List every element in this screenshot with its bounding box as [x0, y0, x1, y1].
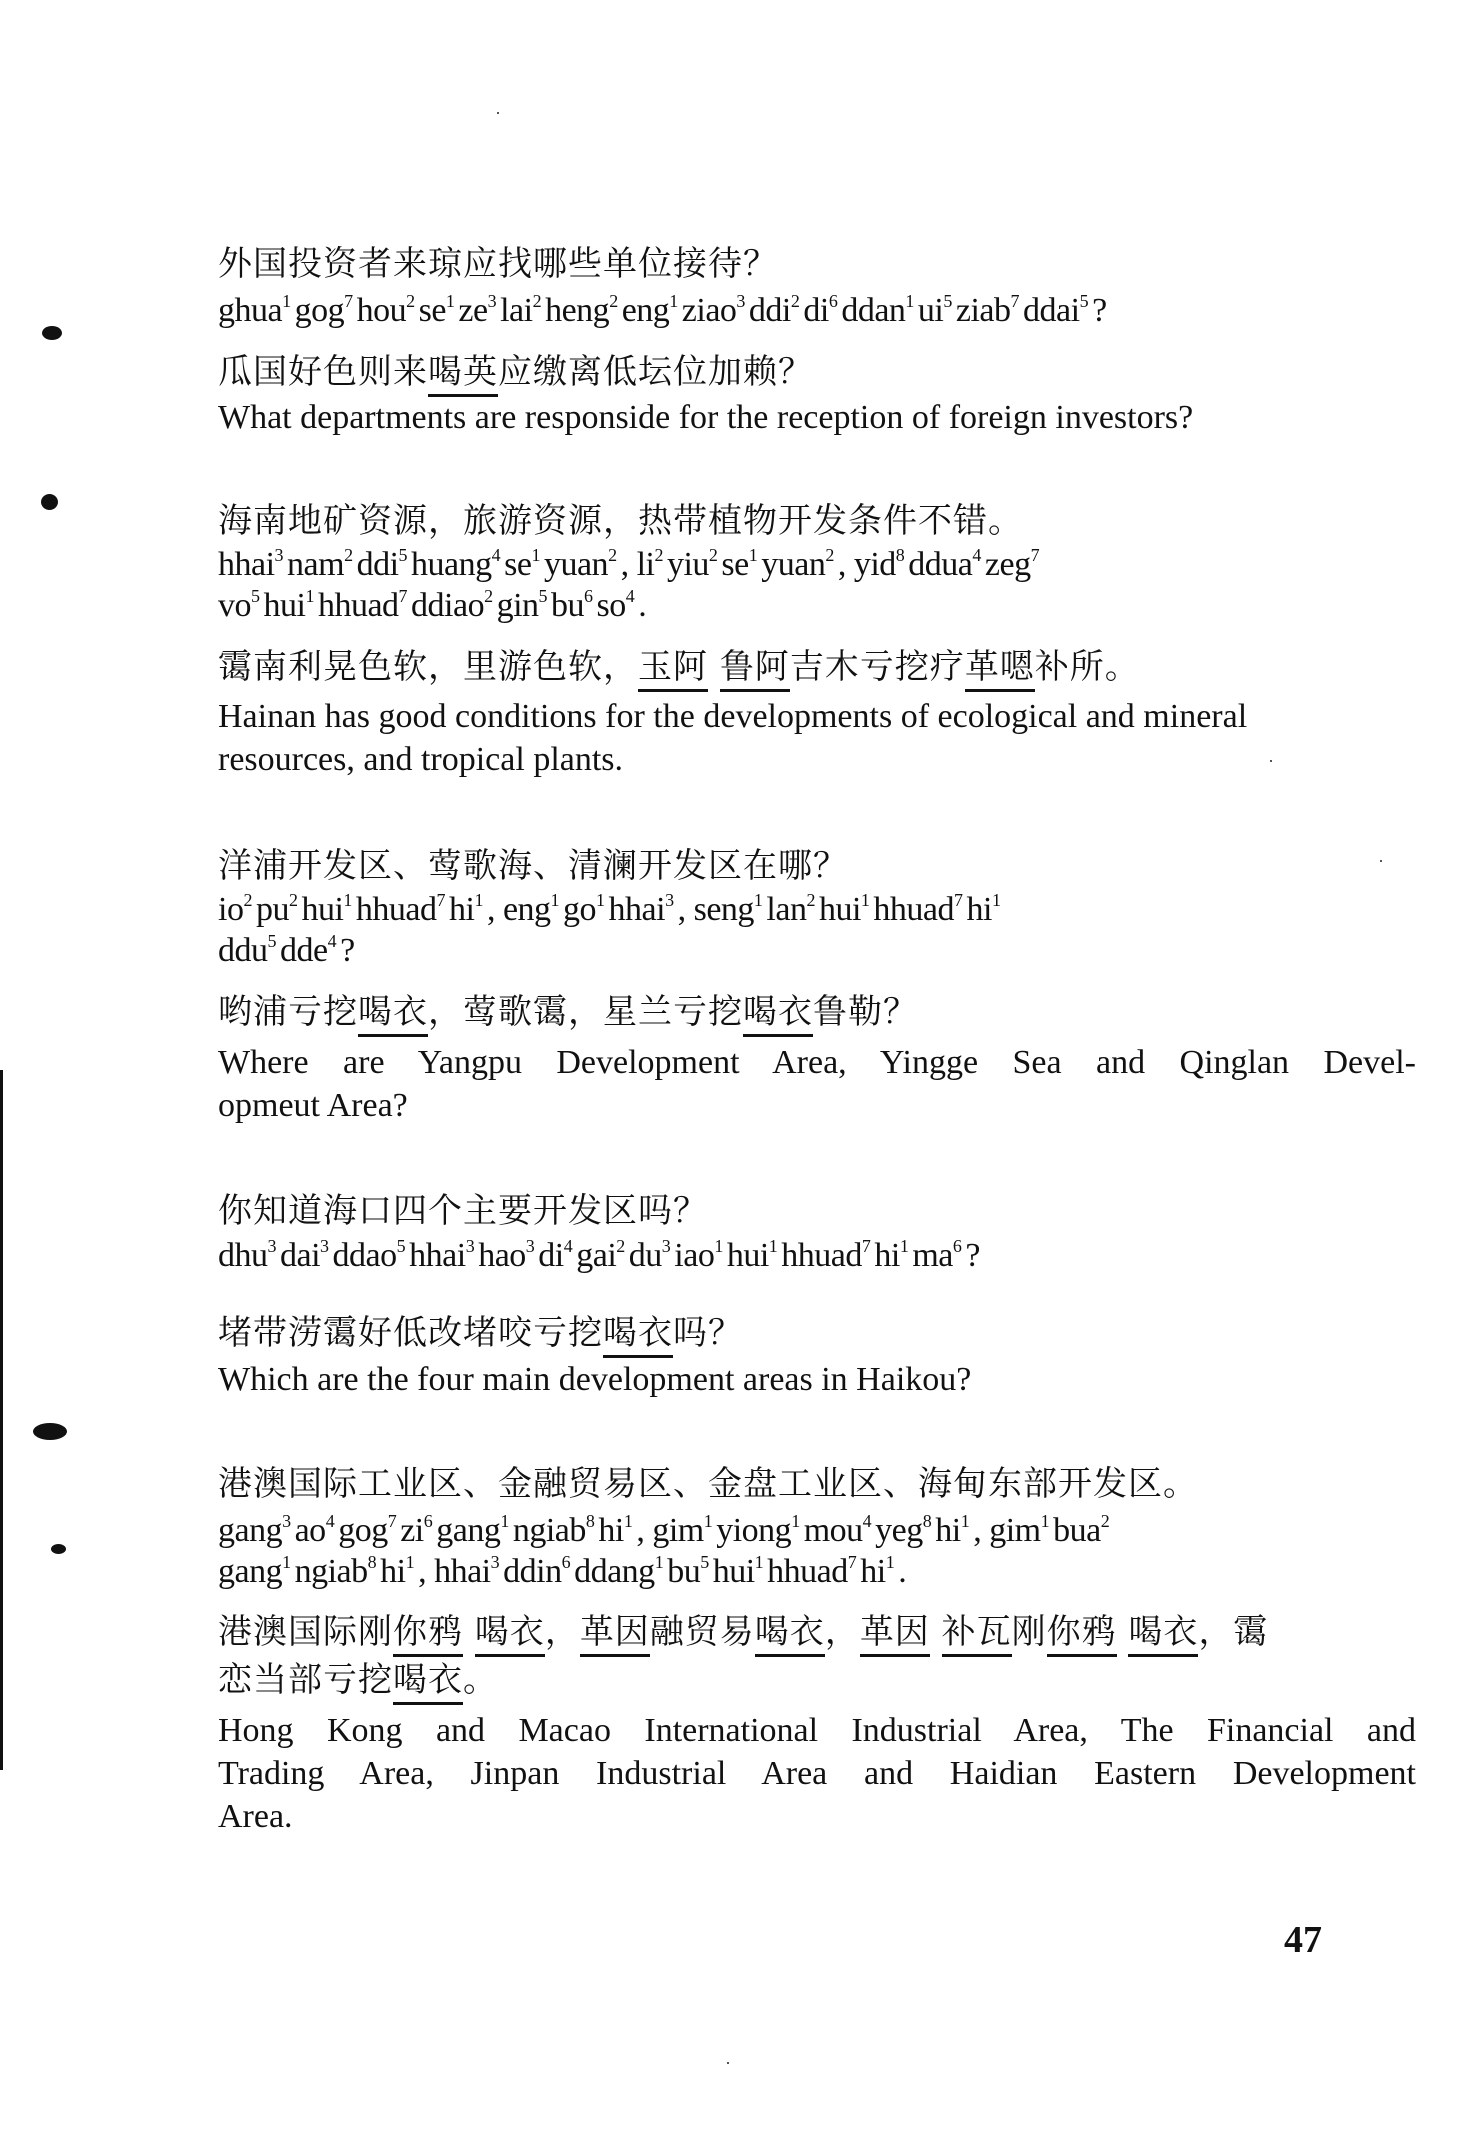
tone-number: 4	[491, 544, 501, 565]
syllable: hi	[935, 1512, 961, 1549]
syllable: hhuad	[873, 891, 955, 928]
tone-number: 4	[625, 585, 635, 606]
underlined-homophone: 你鸦	[1047, 1612, 1117, 1657]
syllable: io	[218, 891, 244, 928]
syllable: ddiao	[411, 587, 485, 624]
syllable: gang	[436, 1512, 501, 1549]
hainanese-homophone-line	[218, 984, 918, 1033]
syllable: hhuad	[767, 1553, 848, 1590]
tone-number: 1	[596, 889, 605, 910]
tone-number: 1	[899, 1235, 909, 1256]
tone-number: 1	[474, 889, 483, 910]
mandarin-sentence: 外国投资者来琼应找哪些单位接待？	[218, 244, 778, 284]
tone-number: 8	[585, 1510, 595, 1531]
tone-number: 2	[344, 544, 353, 565]
homophone-text: 补所。	[1034, 647, 1140, 687]
underlined-homophone: 革嗯	[965, 647, 1035, 692]
syllable: se	[418, 292, 446, 329]
syllable: ddao	[332, 1237, 397, 1274]
syllable: gog	[294, 292, 345, 329]
homophone-text	[708, 647, 720, 687]
syllable: ddi	[748, 292, 791, 329]
sentence-end-punctuation: .	[638, 587, 647, 624]
syllable: so	[596, 587, 626, 624]
underlined-homophone: 你鸦	[393, 1612, 463, 1657]
syllable: , yid	[837, 546, 896, 583]
homophone-text: 港澳国际刚	[218, 1612, 393, 1652]
homophone-text: 。	[463, 1660, 498, 1700]
tone-number: 4	[862, 1510, 872, 1531]
english-translation: Trading Area, Jinpan Industrial Area and Haidian Eastern Development	[218, 1755, 1416, 1792]
syllable: hou	[356, 292, 407, 329]
romanization-line	[218, 1237, 980, 1275]
homophone-text: 瓜国好色则来	[218, 352, 428, 392]
syllable: lai	[500, 292, 533, 329]
homophone-text: 应缴离低坛位加赖？	[498, 352, 813, 392]
syllable: gog	[338, 1512, 388, 1549]
tone-number: 2	[825, 544, 834, 565]
tone-number: 2	[406, 290, 415, 311]
tone-number: 8	[922, 1510, 932, 1531]
syllable: hi	[860, 1553, 886, 1590]
syllable: yiong	[716, 1512, 792, 1549]
syllable: zeg	[984, 546, 1031, 583]
tone-number: 1	[768, 1235, 778, 1256]
tone-number: 3	[736, 290, 745, 311]
underlined-homophone: 喝衣	[393, 1660, 463, 1705]
underlined-homophone: 喝英	[428, 352, 498, 397]
syllable: ngiab	[294, 1553, 368, 1590]
tone-number: 1	[960, 1510, 970, 1531]
syllable: , eng	[486, 891, 551, 928]
sentence-end-punctuation: ?	[965, 1237, 980, 1274]
tone-number: 4	[563, 1235, 573, 1256]
tone-number: 3	[320, 1235, 329, 1256]
syllable: se	[504, 546, 532, 583]
underlined-homophone: 喝衣	[475, 1612, 545, 1657]
page-edge-line	[0, 1070, 3, 1770]
syllable: yeg	[875, 1512, 923, 1549]
tone-number: 6	[423, 1510, 433, 1531]
romanization-line	[218, 546, 1043, 584]
syllable: gin	[496, 587, 539, 624]
syllable: hi	[598, 1512, 624, 1549]
english-translation: Which are the four main development areas in Haikou?	[218, 1361, 972, 1398]
syllable: dai	[280, 1237, 321, 1274]
tone-number: 3	[274, 544, 284, 565]
syllable: ddu	[218, 932, 268, 969]
homophone-text: 刚	[1011, 1612, 1047, 1652]
tone-number: 1	[531, 544, 540, 565]
syllable: huang	[411, 546, 492, 583]
tone-number: 3	[267, 1235, 276, 1256]
syllable: ghua	[218, 292, 283, 329]
syllable: hao	[478, 1237, 526, 1274]
syllable: ddang	[574, 1553, 655, 1590]
tone-number: 1	[703, 1510, 713, 1531]
syllable: heng	[545, 292, 610, 329]
homophone-text	[1117, 1612, 1129, 1652]
tone-number: 5	[943, 290, 952, 311]
syllable: gang	[218, 1512, 283, 1549]
english-translation: Hainan has good conditions for the developments of ecological and mineral	[218, 698, 1248, 735]
tone-number: 2	[1100, 1510, 1110, 1531]
homophone-text: 融贸易	[649, 1612, 755, 1652]
syllable: hhuad	[355, 891, 437, 928]
syllable: ddai	[1023, 292, 1080, 329]
syllable: vo	[218, 587, 251, 624]
scan-speck	[497, 112, 499, 114]
tone-number: 6	[584, 585, 593, 606]
homophone-text: 鲁勒？	[813, 992, 918, 1032]
underlined-homophone: 革因	[860, 1612, 930, 1657]
english-translation: opmeut Area?	[218, 1087, 408, 1124]
underlined-homophone: 玉阿	[638, 647, 708, 692]
syllable: hi	[380, 1553, 406, 1590]
syllable: dhu	[218, 1237, 268, 1274]
tone-number: 6	[561, 1551, 571, 1572]
tone-number: 3	[465, 1235, 475, 1256]
scan-speck	[1380, 860, 1382, 862]
syllable: hui	[726, 1237, 769, 1274]
mandarin-sentence: 你知道海口四个主要开发区吗？	[218, 1191, 708, 1231]
tone-number: 5	[251, 585, 260, 606]
syllable: ma	[912, 1237, 953, 1274]
tone-number: 3	[282, 1510, 291, 1531]
syllable: hi	[449, 891, 475, 928]
tone-number: 5	[538, 585, 548, 606]
romanization-line	[218, 1512, 1113, 1550]
english-translation: Area.	[218, 1798, 293, 1835]
syllable: hui	[818, 891, 861, 928]
syllable: hhuad	[781, 1237, 862, 1274]
tone-number: 1	[343, 889, 352, 910]
homophone-text: ，霭	[1198, 1612, 1269, 1652]
romanization-line	[218, 292, 1107, 330]
mandarin-sentence: 海南地矿资源，旅游资源，热带植物开发条件不错。	[218, 501, 1023, 541]
syllable: ao	[294, 1512, 326, 1549]
hainanese-homophone-line	[218, 1652, 498, 1701]
tone-number: 1	[905, 290, 914, 311]
homophone-text	[463, 1612, 475, 1652]
tone-number: 1	[753, 889, 763, 910]
tone-number: 2	[532, 290, 542, 311]
syllable: hhuad	[317, 587, 399, 624]
sentence-end-punctuation: ?	[1092, 292, 1107, 329]
tone-number: 2	[616, 1235, 625, 1256]
syllable: ngiab	[512, 1512, 586, 1549]
tone-number: 1	[754, 1551, 764, 1572]
syllable: di	[803, 292, 829, 329]
tone-number: 1	[550, 889, 560, 910]
syllable: hui	[712, 1553, 755, 1590]
tone-number: 3	[525, 1235, 535, 1256]
margin-hole-mark	[42, 326, 62, 340]
margin-hole-mark	[33, 1423, 67, 1440]
syllable: ddin	[503, 1553, 562, 1590]
syllable: bu	[667, 1553, 701, 1590]
syllable: bu	[551, 587, 585, 624]
tone-number: 2	[608, 544, 617, 565]
english-translation: Where are Yangpu Development Area, Yingge Sea and Qinglan Devel-	[218, 1044, 1416, 1081]
tone-number: 4	[327, 930, 337, 951]
romanization-line	[218, 1553, 906, 1591]
tone-number: 7	[387, 1510, 397, 1531]
sentence-end-punctuation: ?	[340, 932, 355, 969]
syllable: bua	[1053, 1512, 1101, 1549]
margin-hole-mark	[41, 494, 58, 510]
syllable: zi	[400, 1512, 424, 1549]
tone-number: 5	[700, 1551, 709, 1572]
tone-number: 3	[665, 889, 674, 910]
tone-number: 1	[669, 290, 678, 311]
tone-number: 2	[484, 585, 493, 606]
tone-number: 7	[1010, 290, 1020, 311]
tone-number: 8	[895, 544, 905, 565]
syllable: du	[628, 1237, 662, 1274]
english-translation: What departments are responside for the reception of foreign investors?	[218, 399, 1194, 436]
tone-number: 1	[405, 1551, 415, 1572]
tone-number: 1	[714, 1235, 723, 1256]
tone-number: 7	[1030, 544, 1040, 565]
syllable: , seng	[677, 891, 754, 928]
syllable: , gim	[636, 1512, 704, 1549]
homophone-text: 哟浦亏挖	[218, 992, 358, 1032]
syllable: hhai	[608, 891, 666, 928]
underlined-homophone: 鲁阿	[720, 647, 790, 692]
syllable: hi	[874, 1237, 900, 1274]
sentence-end-punctuation: .	[898, 1553, 907, 1590]
tone-number: 3	[661, 1235, 671, 1256]
syllable: ddan	[841, 292, 906, 329]
homophone-text: ，	[544, 1612, 580, 1652]
tone-number: 1	[1040, 1510, 1050, 1531]
tone-number: 2	[708, 544, 718, 565]
mandarin-sentence: 港澳国际工业区、金融贸易区、金盘工业区、海甸东部开发区。	[218, 1464, 1198, 1504]
syllable: ze	[458, 292, 488, 329]
underlined-homophone: 喝衣	[743, 992, 813, 1037]
tone-number: 5	[398, 544, 408, 565]
tone-number: 1	[791, 1510, 800, 1531]
romanization-line	[218, 891, 1004, 929]
syllable: nam	[287, 546, 345, 583]
tone-number: 7	[398, 585, 408, 606]
syllable: hi	[966, 891, 992, 928]
syllable: ui	[917, 292, 944, 329]
tone-number: 4	[972, 544, 981, 565]
underlined-homophone: 喝衣	[1128, 1612, 1198, 1657]
syllable: eng	[621, 292, 670, 329]
english-translation: resources, and tropical plants.	[218, 741, 624, 778]
tone-number: 1	[282, 290, 291, 311]
underlined-homophone: 喝衣	[358, 992, 428, 1037]
underlined-homophone: 喝衣	[603, 1313, 673, 1358]
tone-number: 7	[954, 889, 963, 910]
syllable: ddi	[356, 546, 399, 583]
tone-number: 1	[445, 290, 455, 311]
tone-number: 5	[1079, 290, 1089, 311]
tone-number: 1	[991, 889, 1001, 910]
tone-number: 3	[487, 290, 497, 311]
margin-hole-mark	[51, 1544, 66, 1554]
homophone-text: 堵带涝霭好低改堵咬亏挖	[218, 1313, 603, 1353]
underlined-homophone: 革因	[580, 1612, 650, 1657]
hainanese-homophone-line	[218, 1604, 1268, 1653]
homophone-text	[930, 1612, 942, 1652]
tone-number: 2	[790, 290, 800, 311]
tone-number: 4	[325, 1510, 335, 1531]
tone-number: 8	[367, 1551, 377, 1572]
tone-number: 3	[490, 1551, 500, 1572]
mandarin-sentence: 洋浦开发区、莺歌海、清澜开发区在哪？	[218, 846, 848, 886]
tone-number: 1	[860, 889, 870, 910]
english-translation: Hong Kong and Macao International Industrial Area, The Financial and	[218, 1712, 1416, 1749]
syllable: hui	[263, 587, 306, 624]
syllable: pu	[255, 891, 289, 928]
syllable: yuan	[543, 546, 609, 583]
tone-number: 1	[500, 1510, 509, 1531]
syllable: yiu	[666, 546, 709, 583]
syllable: , hhai	[418, 1553, 491, 1590]
tone-number: 7	[344, 290, 353, 311]
scan-speck	[727, 2062, 729, 2064]
syllable: mou	[803, 1512, 863, 1549]
tone-number: 5	[267, 930, 276, 951]
homophone-text: ，	[824, 1612, 860, 1652]
syllable: hui	[301, 891, 344, 928]
syllable: dde	[280, 932, 328, 969]
tone-number: 2	[609, 290, 618, 311]
tone-number: 1	[623, 1510, 633, 1531]
underlined-homophone: 补瓦	[942, 1612, 1012, 1657]
underlined-homophone: 喝衣	[755, 1612, 825, 1657]
tone-number: 2	[243, 889, 252, 910]
tone-number: 1	[305, 585, 314, 606]
syllable: di	[538, 1237, 564, 1274]
syllable: go	[563, 891, 597, 928]
syllable: hhai	[409, 1237, 466, 1274]
syllable: ddua	[908, 546, 973, 583]
tone-number: 6	[952, 1235, 962, 1256]
tone-number: 7	[861, 1235, 871, 1256]
syllable: iao	[674, 1237, 715, 1274]
tone-number: 2	[806, 889, 815, 910]
syllable: ziao	[681, 292, 737, 329]
romanization-line	[218, 587, 646, 625]
homophone-text: 吗？	[673, 1313, 743, 1353]
syllable: ziab	[955, 292, 1011, 329]
tone-number: 6	[828, 290, 838, 311]
hainanese-homophone-line	[218, 344, 813, 393]
syllable: , gim	[973, 1512, 1041, 1549]
hainanese-homophone-line	[218, 639, 1140, 688]
syllable: yuan	[761, 546, 826, 583]
syllable: lan	[766, 891, 807, 928]
syllable: gang	[218, 1553, 283, 1590]
homophone-text: 吉木亏挖疗	[789, 647, 965, 687]
tone-number: 1	[885, 1551, 895, 1572]
syllable: hhai	[218, 546, 275, 583]
tone-number: 2	[288, 889, 298, 910]
hainanese-homophone-line	[218, 1305, 743, 1354]
homophone-text: ，莺歌霭，星兰亏挖	[428, 992, 743, 1032]
homophone-text: 霭南利晃色软，里游色软，	[218, 647, 638, 687]
syllable: gai	[576, 1237, 617, 1274]
romanization-line	[218, 932, 355, 970]
syllable: , li	[620, 546, 655, 583]
scan-speck	[1270, 760, 1272, 762]
homophone-text: 恋当部亏挖	[218, 1660, 393, 1700]
tone-number: 7	[847, 1551, 857, 1572]
tone-number: 5	[396, 1235, 406, 1256]
page-number: 47	[1284, 1919, 1322, 1961]
tone-number: 1	[282, 1551, 291, 1572]
tone-number: 1	[748, 544, 758, 565]
syllable: se	[721, 546, 749, 583]
tone-number: 2	[654, 544, 663, 565]
tone-number: 1	[654, 1551, 664, 1572]
tone-number: 7	[436, 889, 445, 910]
